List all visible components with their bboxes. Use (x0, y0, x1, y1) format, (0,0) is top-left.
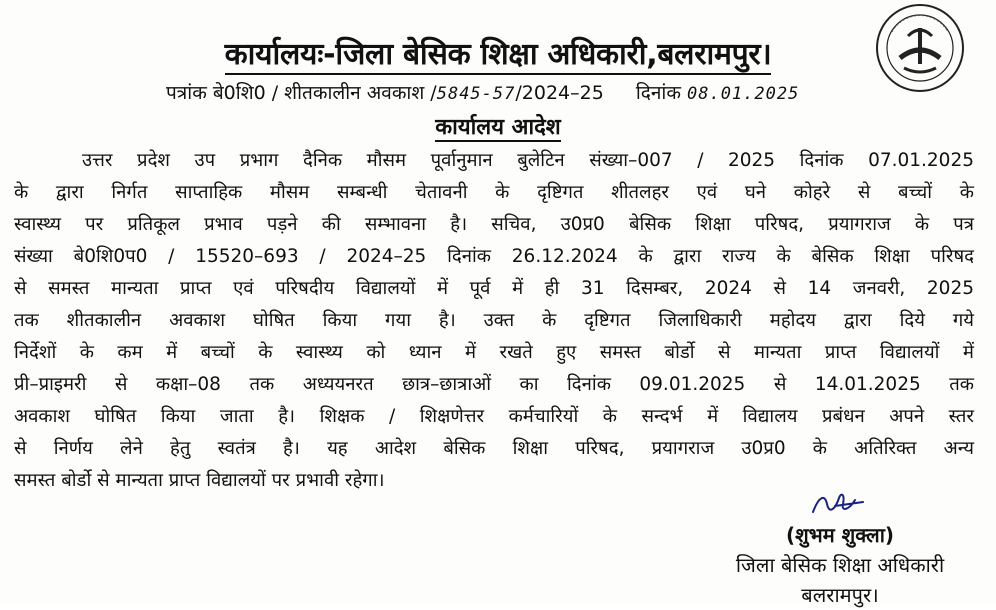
date-label: दिनांक (635, 82, 681, 104)
order-heading-text: कार्यालय आदेश (435, 115, 561, 140)
body-line: समस्त बोर्डो से मान्यता प्राप्त विद्यालयों पर प्रभावी रहेगा। (14, 470, 385, 491)
body-line: तक शीतकालीन अवकाश घोषित किया गया है। उक्त के दृष्टिगत जिलाधिकारी महोदय द्वारा दिये गये (14, 310, 974, 331)
order-heading (0, 113, 996, 143)
reference-prefix: पत्रांक बे0शि0 / शीतकालीन अवकाश / (166, 82, 437, 104)
body-line: से निर्णय लेने हेतु स्वतंत्र है। यह आदेश बेसिक शिक्षा परिषद, प्रयागराज उ0प्र0 के अतिरिक्त अन्य (14, 438, 974, 459)
signatory-designation: जिला बेसिक शिक्षा अधिकारी (735, 553, 945, 577)
date-handwritten: 08.01.2025 (686, 84, 800, 104)
office-title (0, 36, 996, 74)
body-line: स्वास्थ्य पर प्रतिकूल प्रभाव पड़ने की सम्भावना है। सचिव, उ0प्र0 बेसिक शिक्षा परिषद, प्रयागराज के पत्र (14, 214, 974, 235)
body-line: प्री–प्राइमरी से कक्षा–08 तक अध्ययनरत छात्र–छात्राओं का दिनांक 09.01.2025 से 14.01.2025 तक (14, 374, 974, 395)
body-line: के द्वारा निर्गत साप्ताहिक मौसम सम्बन्धी चेतावनी के दृष्टिगत शीतलहर एवं घने कोहरे से बच्चों के (14, 182, 974, 203)
reference-number-handwritten: 5845-57 (436, 84, 516, 104)
body-line: अवकाश घोषित किया जाता है। शिक्षक / शिक्षणेत्तर कर्मचारियों के सन्दर्भ में विद्यालय प्रबंधन अपने स्तर (14, 406, 974, 427)
body-line: निर्देशों के कम में बच्चों के स्वास्थ्य को ध्यान में रखते हुए समस्त बोर्डो से मान्यता प्राप्त विद्यालयों में (14, 342, 974, 363)
signature-block (690, 488, 990, 610)
reference-line (166, 80, 799, 107)
order-body (14, 145, 974, 497)
signatory-name: (शुभम शुक्ला) (785, 523, 895, 547)
body-line: से समस्त मान्यता प्राप्त एवं परिषदीय विद्यालयों में पूर्व में ही 31 दिसम्बर, 2024 से 14 जनवरी, 2025 (14, 278, 974, 299)
signatory-location: बलरामपुर। (801, 583, 879, 607)
handwritten-signature-icon (805, 488, 875, 520)
body-line: उत्तर प्रदेश उप प्रभाग दैनिक मौसम पूर्वानुमान बुलेटिन संख्या–007 / 2025 दिनांक 07.01.2025 (82, 150, 974, 171)
office-title-text: कार्यालयः-जिला बेसिक शिक्षा अधिकारी,बलरामपुर। (225, 37, 772, 75)
body-line: संख्या बे0शि0प0 / 15520–693 / 2024–25 दिनांक 26.12.2024 के द्वारा राज्य के बेसिक शिक्षा परिषद (14, 246, 974, 267)
reference-suffix: /2024–25 (515, 82, 604, 104)
